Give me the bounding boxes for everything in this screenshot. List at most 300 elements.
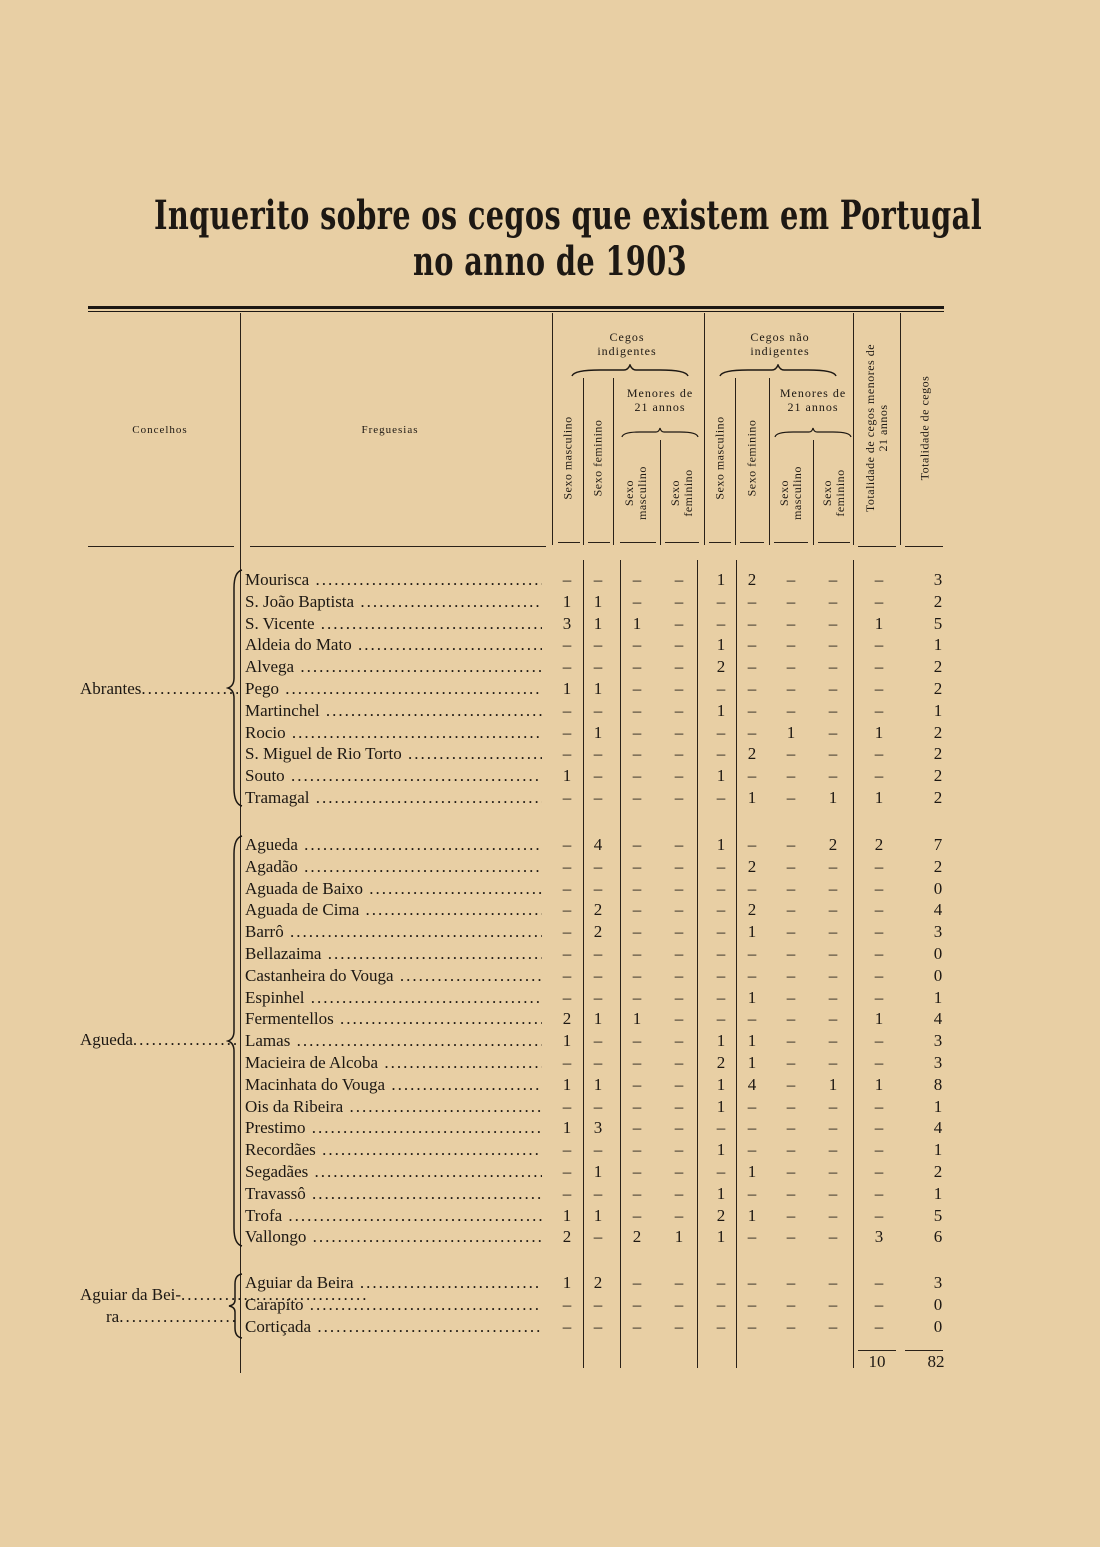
cell-value: 2	[562, 1009, 572, 1029]
cell-value: 2	[933, 1162, 943, 1181]
brace-nao-indigentes	[718, 364, 838, 378]
cell-value: –	[747, 679, 757, 698]
table-row	[0, 613, 1100, 635]
cell-value: –	[828, 1205, 838, 1225]
cell-value: 1	[874, 613, 884, 633]
cell-value: 1	[593, 613, 603, 633]
cell-value: –	[562, 788, 572, 807]
header-ind-sexo-masculino: Sexo masculino	[560, 416, 575, 500]
cell-value: –	[674, 1140, 684, 1160]
cell-value: –	[593, 1053, 603, 1072]
concelho-aguiar-line2: ra .....	[106, 1306, 238, 1328]
cell-value: –	[786, 1074, 796, 1094]
cell-value: 2	[632, 1227, 642, 1247]
cell-value: –	[716, 987, 726, 1007]
cell-value: –	[632, 987, 642, 1007]
cell-value: –	[716, 1162, 726, 1181]
cell-value: 3	[933, 570, 943, 589]
cell-value: –	[874, 1162, 884, 1181]
cell-value: 1	[562, 1273, 572, 1292]
cell-value: 3	[562, 613, 572, 633]
cell-value: –	[786, 700, 796, 720]
cell-value: –	[716, 1118, 726, 1138]
cell-value: –	[874, 1316, 884, 1336]
divider-h5	[583, 378, 584, 545]
cell-value: 2	[593, 1273, 603, 1292]
cell-value: –	[786, 1316, 796, 1336]
cell-value: 1	[747, 1053, 757, 1072]
cell-value: –	[786, 570, 796, 589]
cell-value: –	[874, 1053, 884, 1072]
table-row	[0, 1294, 1100, 1316]
cell-value: –	[828, 987, 838, 1007]
cell-value: 2	[562, 1227, 572, 1247]
cell-value: –	[874, 591, 884, 611]
cell-value: –	[674, 657, 684, 677]
cell-value: –	[562, 856, 572, 876]
rule-c4	[665, 542, 699, 543]
cell-value: –	[674, 944, 684, 963]
freguesia-name: Macieira de Alcoba .....	[245, 1052, 542, 1074]
cell-value: 1	[716, 570, 726, 589]
freguesia-name: Martinchel .....	[245, 700, 542, 722]
freguesia-name: Castanheira do Vouga .....	[245, 965, 542, 987]
cell-value: –	[674, 1183, 684, 1203]
cell-value: –	[747, 878, 757, 898]
cell-value: 0	[933, 1294, 943, 1314]
table-row	[0, 1183, 1100, 1205]
header-freguesias: Freguesias	[361, 424, 419, 436]
cell-value: 1	[874, 1009, 884, 1029]
rule-c1	[558, 542, 580, 543]
concelho-agueda: Agueda .....	[80, 1029, 238, 1051]
cell-value: 1	[562, 1118, 572, 1138]
cell-value: –	[716, 679, 726, 698]
cell-value: –	[828, 1294, 838, 1314]
cell-value: –	[632, 900, 642, 920]
table-top-rule	[88, 306, 944, 309]
cell-value: –	[716, 878, 726, 898]
cell-value: 1	[874, 722, 884, 742]
header-nind-menor-feminino: Sexo feminino	[820, 469, 847, 517]
table-row	[0, 1272, 1100, 1294]
cell-value: 0	[933, 1316, 943, 1336]
cell-value: –	[593, 987, 603, 1007]
cell-value: –	[716, 1273, 726, 1292]
cell-value: –	[874, 635, 884, 655]
cell-value: –	[786, 613, 796, 633]
table-row	[0, 569, 1100, 591]
cell-value: 1	[716, 1140, 726, 1160]
cell-value: –	[874, 1183, 884, 1203]
cell-value: 2	[874, 835, 884, 854]
cell-value: 1	[747, 1031, 757, 1051]
cell-value: –	[593, 1096, 603, 1116]
cell-value: –	[874, 1118, 884, 1138]
header-nind-menor-masculino: Sexo masculino	[777, 466, 804, 520]
cell-value: –	[632, 1273, 642, 1292]
concelho-abrantes: Abrantes .....	[80, 678, 238, 700]
cell-value: –	[828, 613, 838, 633]
cell-value: –	[747, 1183, 757, 1203]
cell-value: –	[593, 570, 603, 589]
cell-value: –	[674, 1118, 684, 1138]
cell-value: 1	[828, 788, 838, 807]
rule-c10	[905, 546, 943, 547]
cell-value: –	[786, 1140, 796, 1160]
freguesia-name: Recordães .....	[245, 1139, 542, 1161]
cell-value: 2	[933, 591, 943, 611]
cell-value: 1	[874, 1074, 884, 1094]
cell-value: –	[786, 1273, 796, 1292]
freguesia-name: Bellazaima .....	[245, 943, 542, 965]
cell-value: –	[828, 744, 838, 764]
cell-value: 1	[747, 1205, 757, 1225]
cell-value: –	[786, 856, 796, 876]
cell-value: 2	[933, 788, 943, 807]
total-menores: 10	[868, 1352, 886, 1371]
cell-value: –	[786, 591, 796, 611]
cell-value: 1	[747, 1162, 757, 1181]
cell-value: –	[632, 679, 642, 698]
brace-menores-2	[773, 427, 853, 439]
cell-value: –	[828, 944, 838, 963]
cell-value: –	[674, 1316, 684, 1336]
cell-value: –	[747, 1273, 757, 1292]
table-row	[0, 1226, 1100, 1248]
cell-value: –	[874, 744, 884, 764]
cell-value: –	[828, 1096, 838, 1116]
cell-value: –	[632, 591, 642, 611]
cell-value: –	[562, 635, 572, 655]
divider-h3	[853, 313, 854, 545]
cell-value: –	[632, 766, 642, 786]
cell-value: –	[828, 878, 838, 898]
cell-value: –	[716, 922, 726, 942]
table-row	[0, 591, 1100, 613]
cell-value: 6	[933, 1227, 943, 1247]
cell-value: –	[562, 1162, 572, 1181]
table-row	[0, 634, 1100, 656]
cell-value: –	[828, 766, 838, 786]
cell-value: 2	[747, 856, 757, 876]
cell-value: –	[632, 965, 642, 985]
cell-value: 2	[747, 570, 757, 589]
cell-value: –	[747, 591, 757, 611]
cell-value: –	[828, 922, 838, 942]
freguesia-name: Aguiar da Beira .....	[245, 1272, 542, 1294]
cell-value: 2	[716, 657, 726, 677]
cell-value: –	[674, 835, 684, 854]
cell-value: –	[786, 679, 796, 698]
cell-value: 4	[933, 1118, 943, 1138]
cell-value: –	[593, 744, 603, 764]
cell-value: –	[786, 1053, 796, 1072]
cell-value: –	[593, 965, 603, 985]
cell-value: 3	[933, 1053, 943, 1072]
divider-h7	[660, 440, 661, 545]
cell-value: 1	[933, 635, 943, 655]
cell-value: 4	[933, 900, 943, 920]
cell-value: –	[593, 788, 603, 807]
freguesia-name: Espinhel .....	[245, 987, 542, 1009]
cell-value: –	[828, 1227, 838, 1247]
cell-value: 2	[716, 1205, 726, 1225]
brace-indigentes	[570, 364, 690, 378]
cell-value: 1	[593, 1162, 603, 1181]
cell-value: 0	[933, 878, 943, 898]
cell-value: –	[874, 1096, 884, 1116]
cell-value: –	[674, 1294, 684, 1314]
table-row	[0, 899, 1100, 921]
rule-c7	[774, 542, 808, 543]
table-row	[0, 765, 1100, 787]
freguesia-name: Lamas .....	[245, 1030, 542, 1052]
cell-value: –	[716, 722, 726, 742]
table-row	[0, 678, 1100, 700]
cell-value: 1	[933, 700, 943, 720]
cell-value: 8	[933, 1074, 943, 1094]
cell-value: –	[674, 788, 684, 807]
cell-value: –	[874, 1273, 884, 1292]
cell-value: –	[632, 1183, 642, 1203]
freguesia-name: Macinhata do Vouga .....	[245, 1074, 542, 1096]
cell-value: 2	[828, 835, 838, 854]
cell-value: –	[674, 1053, 684, 1072]
header-ind-menor-feminino: Sexo feminino	[668, 469, 695, 517]
freguesia-name: Segadães .....	[245, 1161, 542, 1183]
cell-value: –	[674, 635, 684, 655]
freguesia-name: Rocio .....	[245, 722, 542, 744]
cell-value: 1	[593, 1205, 603, 1225]
cell-value: –	[874, 922, 884, 942]
freguesia-name: Mourisca .....	[245, 569, 542, 591]
cell-value: 1	[562, 766, 572, 786]
cell-value: –	[674, 744, 684, 764]
cell-value: –	[674, 987, 684, 1007]
page-subtitle: no anno de 1903	[412, 238, 687, 285]
cell-value: –	[562, 657, 572, 677]
cell-value: –	[674, 1205, 684, 1225]
cell-value: –	[632, 657, 642, 677]
cell-value: –	[674, 679, 684, 698]
cell-value: 2	[593, 900, 603, 920]
cell-value: 1	[562, 1074, 572, 1094]
freguesia-name: S. Vicente .....	[245, 613, 542, 635]
table-row	[0, 878, 1100, 900]
table-row	[0, 856, 1100, 878]
table-row	[0, 656, 1100, 678]
header-cegos-indigentes: Cegos indigentes	[597, 330, 657, 358]
cell-value: –	[593, 944, 603, 963]
cell-value: –	[828, 570, 838, 589]
cell-value: –	[632, 700, 642, 720]
cell-value: –	[632, 1140, 642, 1160]
cell-value: –	[562, 900, 572, 920]
table-row	[0, 1117, 1100, 1139]
cell-value: –	[786, 878, 796, 898]
cell-value: –	[786, 766, 796, 786]
table-row	[0, 1030, 1100, 1052]
cell-value: 3	[933, 922, 943, 942]
cell-value: –	[747, 700, 757, 720]
header-cegos-nao-indigentes: Cegos não indigentes	[750, 330, 810, 358]
cell-value: –	[828, 856, 838, 876]
cell-value: 2	[933, 744, 943, 764]
cell-value: –	[674, 722, 684, 742]
cell-value: –	[632, 878, 642, 898]
cell-value: –	[716, 788, 726, 807]
cell-value: –	[593, 700, 603, 720]
cell-value: –	[674, 1162, 684, 1181]
cell-value: –	[562, 835, 572, 854]
header-totalidade: Totalidade de cegos	[917, 375, 932, 481]
table-row	[0, 965, 1100, 987]
table-row	[0, 1139, 1100, 1161]
cell-value: 5	[933, 613, 943, 633]
cell-value: –	[593, 856, 603, 876]
cell-value: –	[828, 900, 838, 920]
cell-value: 5	[933, 1205, 943, 1225]
cell-value: 1	[716, 1227, 726, 1247]
cell-value: –	[562, 1053, 572, 1072]
cell-value: –	[562, 744, 572, 764]
rule-c2	[588, 542, 610, 543]
freguesia-name: Tramagal .....	[245, 787, 542, 809]
freguesia-name: Travassô .....	[245, 1183, 542, 1205]
cell-value: 1	[933, 1183, 943, 1203]
cell-value: –	[674, 1096, 684, 1116]
cell-value: –	[747, 635, 757, 655]
table-row	[0, 834, 1100, 856]
table-row	[0, 1316, 1100, 1338]
header-menores-2: Menores de 21 annos	[779, 386, 847, 414]
rule-c8	[818, 542, 850, 543]
cell-value: –	[632, 744, 642, 764]
cell-value: –	[593, 1227, 603, 1247]
header-ind-menor-masculino: Sexo masculino	[622, 466, 649, 520]
cell-value: –	[786, 1118, 796, 1138]
cell-value: –	[828, 1162, 838, 1181]
cell-value: –	[874, 878, 884, 898]
header-nind-sexo-masculino: Sexo masculino	[712, 416, 727, 500]
cell-value: –	[828, 1118, 838, 1138]
freguesia-name: Barrô .....	[245, 921, 542, 943]
cell-value: 0	[933, 944, 943, 963]
rule-c6	[740, 542, 764, 543]
rule-concelhos	[88, 546, 234, 547]
freguesia-name: Carapito .....	[245, 1294, 542, 1316]
cell-value: –	[747, 965, 757, 985]
cell-value: –	[562, 922, 572, 942]
cell-value: –	[716, 744, 726, 764]
cell-value: –	[562, 1294, 572, 1314]
cell-value: –	[632, 1074, 642, 1094]
cell-value: –	[593, 635, 603, 655]
cell-value: –	[562, 1316, 572, 1336]
cell-value: –	[747, 1140, 757, 1160]
cell-value: –	[562, 700, 572, 720]
cell-value: –	[747, 835, 757, 854]
cell-value: –	[747, 1009, 757, 1029]
cell-value: –	[562, 944, 572, 963]
cell-value: 1	[632, 1009, 642, 1029]
table-row	[0, 722, 1100, 744]
divider-h1	[552, 313, 553, 545]
freguesia-name: Cortiçada .....	[245, 1316, 542, 1338]
table-row	[0, 987, 1100, 1009]
cell-value: 3	[874, 1227, 884, 1247]
divider-h9	[769, 378, 770, 545]
cell-value: –	[674, 700, 684, 720]
cell-value: –	[874, 1031, 884, 1051]
cell-value: –	[562, 1096, 572, 1116]
cell-value: 2	[933, 722, 943, 742]
cell-value: 1	[786, 722, 796, 742]
cell-value: 1	[828, 1074, 838, 1094]
freguesia-name: Vallongo .....	[245, 1226, 542, 1248]
cell-value: 1	[747, 987, 757, 1007]
cell-value: –	[674, 878, 684, 898]
cell-value: –	[786, 635, 796, 655]
cell-value: –	[716, 1316, 726, 1336]
cell-value: –	[747, 657, 757, 677]
concelho-aguiar-line1: Aguiar da Bei- .....	[80, 1284, 238, 1306]
table-row	[0, 1161, 1100, 1183]
cell-value: 1	[632, 613, 642, 633]
cell-value: –	[674, 965, 684, 985]
cell-value: –	[674, 900, 684, 920]
cell-value: 1	[674, 1227, 684, 1247]
cell-value: –	[874, 900, 884, 920]
cell-value: 2	[593, 922, 603, 942]
cell-value: –	[786, 1162, 796, 1181]
cell-value: 1	[933, 987, 943, 1007]
cell-value: –	[716, 591, 726, 611]
table-row	[0, 743, 1100, 765]
cell-value: –	[632, 944, 642, 963]
page-title: Inquerito sobre os cegos que existem em Portugal	[153, 192, 982, 239]
cell-value: –	[786, 835, 796, 854]
cell-value: 1	[562, 679, 572, 698]
cell-value: –	[593, 657, 603, 677]
cell-value: –	[747, 1096, 757, 1116]
cell-value: –	[674, 591, 684, 611]
cell-value: –	[632, 1031, 642, 1051]
cell-value: 1	[562, 1205, 572, 1225]
cell-value: –	[674, 570, 684, 589]
cell-value: 3	[593, 1118, 603, 1138]
cell-value: –	[828, 1053, 838, 1072]
cell-value: –	[747, 944, 757, 963]
cell-value: 3	[933, 1031, 943, 1051]
cell-value: –	[747, 1227, 757, 1247]
header-nind-sexo-feminino: Sexo feminino	[744, 419, 759, 497]
cell-value: –	[828, 635, 838, 655]
cell-value: –	[828, 657, 838, 677]
cell-value: –	[593, 1183, 603, 1203]
cell-value: –	[632, 835, 642, 854]
cell-value: –	[828, 1316, 838, 1336]
cell-value: –	[632, 856, 642, 876]
freguesia-name: Aldeia do Mato .....	[245, 634, 542, 656]
cell-value: –	[632, 922, 642, 942]
cell-value: –	[632, 1162, 642, 1181]
cell-value: 1	[933, 1140, 943, 1160]
cell-value: –	[632, 1205, 642, 1225]
cell-value: 1	[716, 700, 726, 720]
cell-value: –	[562, 1183, 572, 1203]
